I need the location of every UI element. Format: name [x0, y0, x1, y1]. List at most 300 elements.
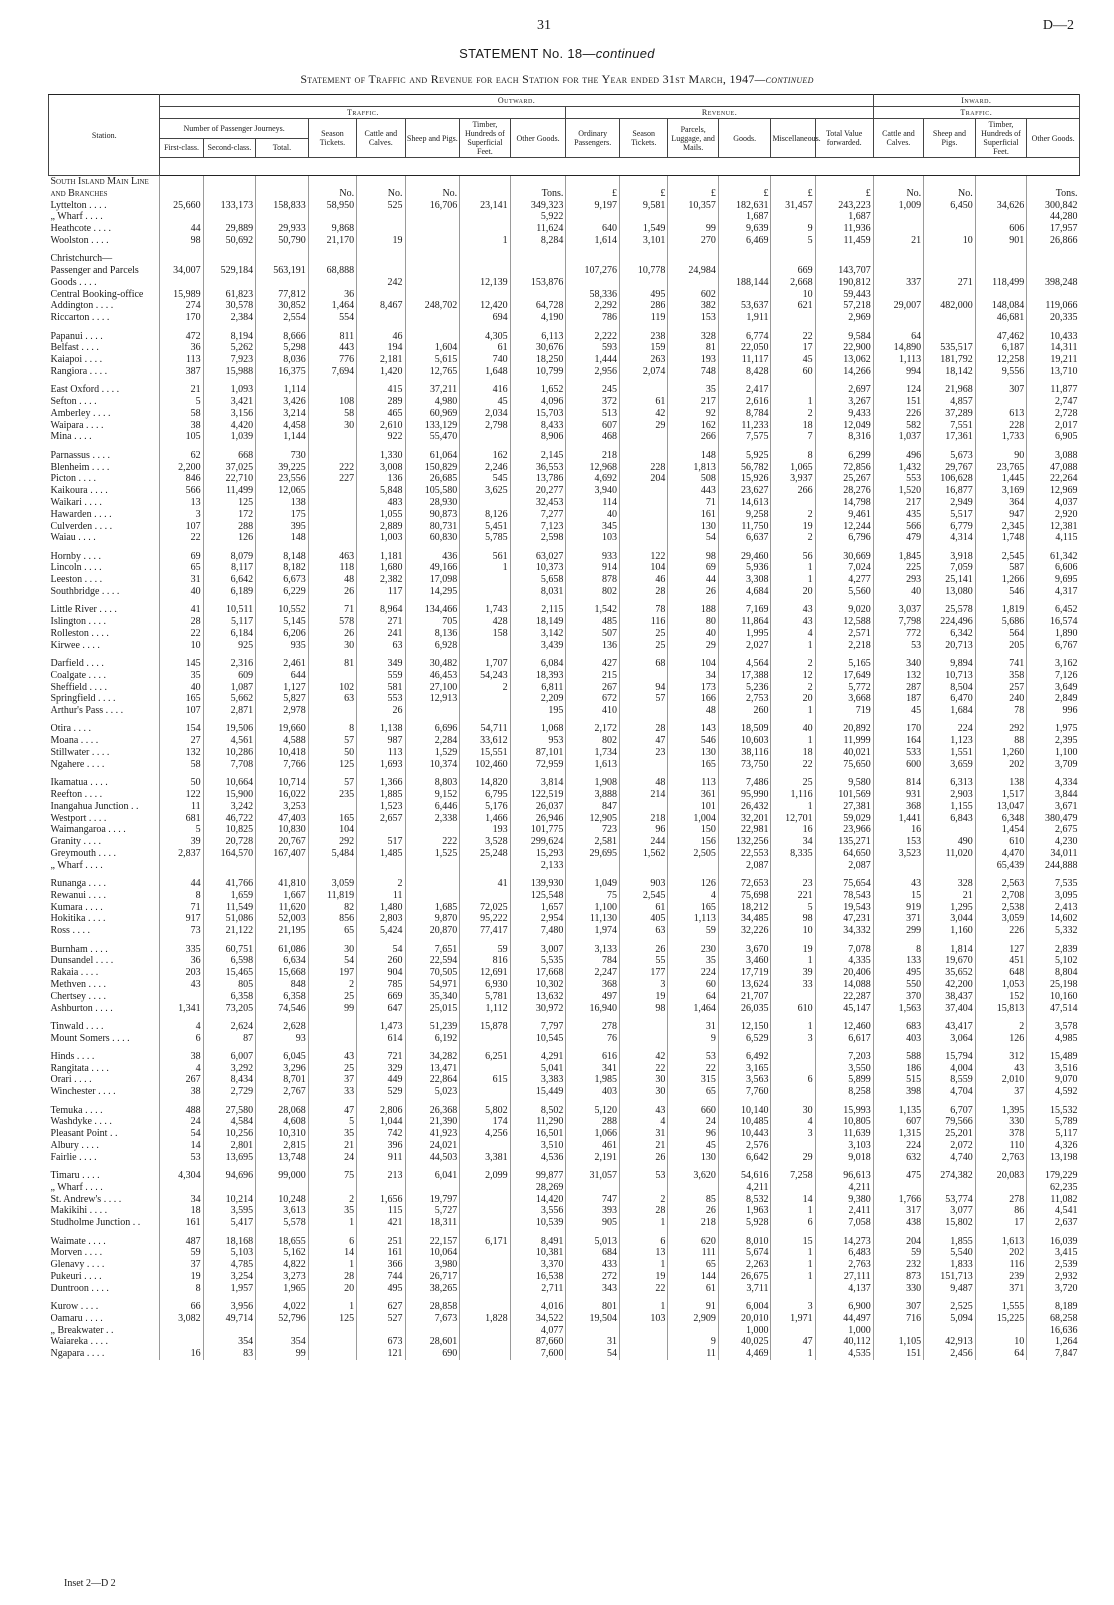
data-cell: 21 — [160, 384, 203, 396]
data-cell: 11,020 — [924, 848, 976, 860]
data-cell: 26 — [620, 944, 668, 956]
data-cell — [460, 211, 510, 223]
statement-title-text: STATEMENT No. 18 — [459, 46, 583, 61]
data-cell: 2 — [460, 682, 510, 694]
data-cell: 90,873 — [405, 509, 460, 521]
data-cell: 19,543 — [815, 902, 873, 914]
data-cell: 614 — [357, 1033, 405, 1045]
table-row — [49, 586, 1080, 598]
data-cell: 68,888 — [308, 265, 356, 277]
data-cell: 16 — [771, 824, 815, 836]
table-row — [49, 658, 1080, 670]
data-cell: 620 — [668, 1236, 718, 1248]
data-cell: 403 — [566, 1086, 620, 1098]
station-name: Oamaru . . . . — [50, 1312, 103, 1324]
column-header: Timber, Hundreds of Superficial Feet. — [975, 119, 1027, 158]
data-cell: 217 — [873, 497, 923, 509]
data-cell: 607 — [873, 1116, 923, 1128]
data-cell: 54,711 — [460, 723, 510, 735]
data-cell: 1,733 — [975, 431, 1027, 443]
data-cell: 20 — [771, 586, 815, 598]
data-cell — [405, 1325, 460, 1337]
data-cell: 1 — [771, 562, 815, 574]
data-cell: 72,959 — [510, 759, 566, 771]
data-cell: 1 — [620, 1217, 668, 1229]
data-cell: 669 — [771, 265, 815, 277]
data-cell: 451 — [975, 955, 1027, 967]
data-cell: 10,248 — [256, 1194, 309, 1206]
data-cell: 110 — [975, 1140, 1027, 1152]
data-cell: 29,460 — [718, 551, 771, 563]
data-cell: 6,696 — [405, 723, 460, 735]
data-cell: 6,774 — [718, 331, 771, 343]
data-cell: 10 — [975, 1336, 1027, 1348]
data-cell: 2,806 — [357, 1105, 405, 1117]
data-cell: 17,098 — [405, 574, 460, 586]
data-cell: 1,464 — [668, 1003, 718, 1015]
data-cell: 428 — [460, 616, 510, 628]
data-cell: 13,471 — [405, 1063, 460, 1075]
data-cell: 35 — [668, 384, 718, 396]
data-cell: 40 — [566, 509, 620, 521]
data-cell: 1,330 — [357, 450, 405, 462]
data-cell — [357, 860, 405, 872]
data-cell: 13 — [160, 497, 203, 509]
data-cell: 6,446 — [405, 801, 460, 813]
data-cell: 26,946 — [510, 813, 566, 825]
data-cell: 1,004 — [668, 813, 718, 825]
data-cell — [924, 824, 976, 836]
data-cell: 2,763 — [975, 1152, 1027, 1164]
data-cell: 2,616 — [718, 396, 771, 408]
data-cell — [620, 485, 668, 497]
data-cell: 61,064 — [405, 450, 460, 462]
data-cell: £ — [771, 188, 815, 200]
data-cell: 19 — [620, 1271, 668, 1283]
data-cell: 472 — [160, 331, 203, 343]
data-cell: 9,197 — [566, 200, 620, 212]
table-row — [49, 723, 1080, 735]
data-cell: 10,433 — [1027, 331, 1080, 343]
data-cell: 153 — [668, 312, 718, 324]
data-cell: 4,317 — [1027, 586, 1080, 598]
data-cell: 257 — [975, 682, 1027, 694]
data-cell: 5,176 — [460, 801, 510, 813]
data-cell: 61,342 — [1027, 551, 1080, 563]
data-cell — [620, 509, 668, 521]
station-name: Ngapara . . . . — [50, 1348, 105, 1360]
data-cell: 2,920 — [1027, 509, 1080, 521]
data-cell: 3,308 — [718, 574, 771, 586]
data-cell: 1,366 — [357, 777, 405, 789]
data-cell: 461 — [566, 1140, 620, 1152]
data-cell: 4,584 — [203, 1116, 256, 1128]
data-cell: 9,581 — [620, 200, 668, 212]
data-cell: 36,553 — [510, 462, 566, 474]
station-name: Albury . . . . — [50, 1139, 99, 1151]
data-cell — [975, 253, 1027, 265]
data-cell: 2,456 — [924, 1348, 976, 1360]
station-name: Fairlie . . . . — [50, 1151, 97, 1163]
data-cell: 94,696 — [203, 1170, 256, 1182]
data-cell: 34 — [160, 1194, 203, 1206]
data-cell — [620, 521, 668, 533]
data-cell: 4,822 — [256, 1259, 309, 1271]
data-cell: 1,657 — [510, 902, 566, 914]
data-cell: 224 — [668, 967, 718, 979]
data-cell: 1,160 — [924, 925, 976, 937]
data-cell: 172 — [203, 509, 256, 521]
data-cell: 2,657 — [357, 813, 405, 825]
data-cell: 44 — [160, 223, 203, 235]
data-cell: 4,588 — [256, 735, 309, 747]
data-cell: 24 — [160, 1116, 203, 1128]
data-cell: 98 — [620, 1003, 668, 1015]
data-cell — [668, 860, 718, 872]
data-cell: 3,510 — [510, 1140, 566, 1152]
station-name: Hornby . . . . — [50, 550, 102, 562]
station-name: Christchurch— — [50, 253, 113, 265]
station-name: Tinwald . . . . — [50, 1020, 104, 1032]
data-cell: 47 — [620, 735, 668, 747]
data-cell: 5,658 — [510, 574, 566, 586]
data-cell: 44 — [160, 878, 203, 890]
data-cell: 10 — [771, 289, 815, 301]
data-cell — [357, 265, 405, 277]
data-cell: 2,889 — [357, 521, 405, 533]
data-cell: 742 — [357, 1128, 405, 1140]
data-cell: 71 — [668, 497, 718, 509]
station-name: Southbridge . . . . — [50, 586, 120, 597]
data-cell: 609 — [203, 670, 256, 682]
data-cell: 15,926 — [718, 473, 771, 485]
data-cell: 8,079 — [203, 551, 256, 563]
data-cell: 57 — [308, 735, 356, 747]
data-cell — [566, 860, 620, 872]
data-cell: 119 — [620, 312, 668, 324]
data-cell — [873, 1325, 923, 1337]
table-row — [49, 628, 1080, 640]
data-cell: 19,504 — [566, 1313, 620, 1325]
data-cell: 904 — [357, 967, 405, 979]
data-cell: 482,000 — [924, 300, 976, 312]
data-cell: 204 — [620, 473, 668, 485]
data-cell: 4 — [620, 1116, 668, 1128]
data-cell: 24 — [308, 1152, 356, 1164]
data-cell: 11,620 — [256, 902, 309, 914]
page-number: 31 — [537, 18, 551, 33]
data-cell: 3,101 — [620, 235, 668, 247]
data-cell: 6,930 — [460, 979, 510, 991]
data-cell: 561 — [460, 551, 510, 563]
station-name: Runanga . . . . — [50, 878, 107, 890]
data-cell: 1,828 — [460, 1313, 510, 1325]
data-cell: 25,660 — [160, 200, 203, 212]
data-cell: 329 — [357, 1063, 405, 1075]
data-cell: 5,424 — [357, 925, 405, 937]
data-cell: 32,226 — [718, 925, 771, 937]
column-header: Timber, Hundreds of Superficial Feet. — [460, 119, 510, 158]
data-cell: 60 — [771, 366, 815, 378]
data-cell — [308, 1021, 356, 1033]
data-cell: 22 — [771, 759, 815, 771]
data-cell: 1,707 — [460, 658, 510, 670]
data-cell: 2,554 — [256, 312, 309, 324]
data-cell: 7,708 — [203, 759, 256, 771]
data-cell: 3,103 — [815, 1140, 873, 1152]
data-cell: 8,117 — [203, 562, 256, 574]
data-cell — [771, 991, 815, 1003]
data-cell: 6,007 — [203, 1051, 256, 1063]
data-cell: 1,181 — [357, 551, 405, 563]
data-cell: 508 — [668, 473, 718, 485]
data-cell: 6,084 — [510, 658, 566, 670]
data-cell: 7,126 — [1027, 670, 1080, 682]
data-cell: 317 — [873, 1205, 923, 1217]
data-cell: 1,053 — [975, 979, 1027, 991]
data-cell — [620, 1033, 668, 1045]
data-cell: 4,985 — [1027, 1033, 1080, 1045]
data-cell: 88 — [975, 735, 1027, 747]
data-cell: 2,027 — [718, 640, 771, 652]
column-header: Goods. — [718, 119, 771, 158]
data-cell: 10,357 — [668, 200, 718, 212]
data-cell: 52,003 — [256, 913, 309, 925]
data-cell: 1 — [620, 1301, 668, 1313]
data-cell: 6,342 — [924, 628, 976, 640]
data-cell: 75 — [566, 890, 620, 902]
data-cell: 1,819 — [975, 604, 1027, 616]
data-cell: 744 — [357, 1271, 405, 1283]
data-cell — [405, 1182, 460, 1194]
traffic-revenue-table — [48, 94, 1080, 1360]
data-cell: 2,708 — [975, 890, 1027, 902]
station-name: Islington . . . . — [50, 616, 107, 628]
column-header: Second-class. — [203, 138, 256, 158]
data-cell: 1,684 — [924, 705, 976, 717]
data-cell: 87,660 — [510, 1336, 566, 1348]
data-cell — [771, 1051, 815, 1063]
station-name: Mina . . . . — [50, 431, 92, 443]
data-cell: 18 — [771, 420, 815, 432]
data-cell: 143 — [668, 723, 718, 735]
data-cell: 337 — [873, 277, 923, 289]
station-name: Picton . . . . — [50, 473, 97, 485]
data-cell: 669 — [357, 991, 405, 1003]
data-cell: 28,601 — [405, 1336, 460, 1348]
data-cell: 3,956 — [203, 1301, 256, 1313]
data-cell: 292 — [308, 836, 356, 848]
data-cell: 1,517 — [975, 789, 1027, 801]
data-cell: 134,466 — [405, 604, 460, 616]
data-cell — [160, 991, 203, 1003]
column-header: Parcels, Luggage, and Mails. — [668, 119, 718, 158]
data-cell: 415 — [357, 384, 405, 396]
table-row — [49, 300, 1080, 312]
data-cell — [460, 289, 510, 301]
data-cell: 2,461 — [256, 658, 309, 670]
data-cell: 108 — [308, 396, 356, 408]
table-row — [49, 1194, 1080, 1206]
data-cell: 4,211 — [718, 1182, 771, 1194]
data-cell: 15,293 — [510, 848, 566, 860]
data-cell: 13 — [620, 1247, 668, 1259]
data-cell — [566, 277, 620, 289]
data-cell: 44,503 — [405, 1152, 460, 1164]
data-cell: 13,632 — [510, 991, 566, 1003]
data-cell: 1,144 — [256, 431, 309, 443]
data-cell: 1 — [308, 1217, 356, 1229]
data-cell: 12,701 — [771, 813, 815, 825]
data-cell: 7,798 — [873, 616, 923, 628]
data-cell: 741 — [975, 658, 1027, 670]
data-cell: 26 — [357, 705, 405, 717]
data-cell: 6,192 — [405, 1033, 460, 1045]
data-cell: 27,100 — [405, 682, 460, 694]
data-cell: 6,634 — [256, 955, 309, 967]
data-cell: 59 — [160, 1247, 203, 1259]
data-cell: 1,659 — [203, 890, 256, 902]
data-cell: 224 — [873, 1140, 923, 1152]
data-cell: 2,903 — [924, 789, 976, 801]
data-cell: 3 — [771, 1128, 815, 1140]
table-row — [49, 277, 1080, 289]
data-cell: 152 — [975, 991, 1027, 1003]
data-cell — [873, 223, 923, 235]
data-cell: 153 — [873, 836, 923, 848]
data-cell: 115 — [357, 1205, 405, 1217]
data-cell: 274 — [160, 300, 203, 312]
data-cell: 3,214 — [256, 408, 309, 420]
data-cell — [1027, 253, 1080, 265]
data-cell: 856 — [308, 913, 356, 925]
data-cell: 73 — [160, 925, 203, 937]
data-cell: 42,913 — [924, 1336, 976, 1348]
data-cell: 8,284 — [510, 235, 566, 247]
data-cell: 8,467 — [357, 300, 405, 312]
data-cell — [357, 1325, 405, 1337]
data-cell: 25 — [620, 628, 668, 640]
data-cell: 99 — [308, 1003, 356, 1015]
data-cell: 5,673 — [924, 450, 976, 462]
data-cell: 387 — [160, 366, 203, 378]
data-cell: 1,974 — [566, 925, 620, 937]
data-cell: 380,479 — [1027, 813, 1080, 825]
data-cell: 50 — [308, 747, 356, 759]
data-cell: 2,395 — [1027, 735, 1080, 747]
data-cell: 118 — [308, 562, 356, 574]
data-cell: 15,794 — [924, 1051, 976, 1063]
data-cell — [924, 331, 976, 343]
data-cell: 4,608 — [256, 1116, 309, 1128]
data-cell: 3,292 — [203, 1063, 256, 1075]
data-cell: 72,025 — [460, 902, 510, 914]
station-name: Stillwater . . . . — [50, 747, 110, 759]
data-cell: 217 — [668, 396, 718, 408]
data-cell: 607 — [566, 420, 620, 432]
data-cell: 94 — [620, 682, 668, 694]
data-cell: 26,035 — [718, 1003, 771, 1015]
data-cell: 1,113 — [873, 354, 923, 366]
data-cell: 20,277 — [510, 485, 566, 497]
data-cell: 99 — [256, 1348, 309, 1360]
data-cell — [357, 253, 405, 265]
data-cell: 23,556 — [256, 473, 309, 485]
data-cell: 46,681 — [975, 312, 1027, 324]
data-cell: 24 — [668, 1116, 718, 1128]
data-cell: 266 — [771, 485, 815, 497]
data-cell: 8,182 — [256, 562, 309, 574]
data-cell: 38 — [160, 1051, 203, 1063]
data-cell — [203, 860, 256, 872]
data-cell: 8,504 — [924, 682, 976, 694]
data-cell: 2,345 — [975, 521, 1027, 533]
data-cell: 22,157 — [405, 1236, 460, 1248]
data-cell: 2,099 — [460, 1170, 510, 1182]
data-cell: 151 — [873, 1348, 923, 1360]
data-cell: 61 — [668, 1283, 718, 1295]
data-cell — [203, 253, 256, 265]
data-cell: 154 — [160, 723, 203, 735]
data-cell: 5,928 — [718, 1217, 771, 1229]
data-cell: 161 — [668, 509, 718, 521]
data-cell: 136 — [357, 473, 405, 485]
data-cell: 40 — [160, 682, 203, 694]
data-cell: 10,373 — [510, 562, 566, 574]
station-name: „ Wharf . . . . — [50, 1181, 103, 1193]
data-cell: 10 — [160, 640, 203, 652]
data-cell: 901 — [975, 235, 1027, 247]
station-name: Little River . . . . — [50, 604, 117, 616]
data-cell: 78,543 — [815, 890, 873, 902]
data-cell: 529,184 — [203, 265, 256, 277]
data-cell: 11,117 — [718, 354, 771, 366]
data-cell: 1,748 — [975, 532, 1027, 544]
data-cell: 242 — [357, 277, 405, 289]
data-cell — [620, 801, 668, 813]
table-row — [49, 509, 1080, 521]
data-cell: 8 — [771, 450, 815, 462]
table-row — [49, 1182, 1080, 1194]
data-cell — [510, 265, 566, 277]
data-cell: 38,116 — [718, 747, 771, 759]
data-cell: 1,975 — [1027, 723, 1080, 735]
data-cell: 15,668 — [256, 967, 309, 979]
data-cell: 719 — [815, 705, 873, 717]
column-header: Total. — [256, 138, 309, 158]
data-cell: 487 — [160, 1236, 203, 1248]
data-cell: 3,516 — [1027, 1063, 1080, 1075]
data-cell: 85 — [668, 1194, 718, 1206]
data-cell: 5,417 — [203, 1217, 256, 1229]
data-cell: 31 — [566, 1336, 620, 1348]
table-row — [49, 1105, 1080, 1117]
data-cell: 8 — [873, 944, 923, 956]
data-cell: 10,302 — [510, 979, 566, 991]
data-cell — [256, 188, 309, 200]
table-row — [49, 562, 1080, 574]
data-cell — [460, 1182, 510, 1194]
data-cell: 9,870 — [405, 913, 460, 925]
revenue-header: Revenue. — [566, 107, 873, 119]
data-cell: 167,407 — [256, 848, 309, 860]
data-cell: 107 — [160, 705, 203, 717]
data-cell: 1,039 — [203, 431, 256, 443]
table-row — [49, 574, 1080, 586]
data-cell: 39,225 — [256, 462, 309, 474]
data-cell: 1 — [771, 574, 815, 586]
data-cell: 10,511 — [203, 604, 256, 616]
